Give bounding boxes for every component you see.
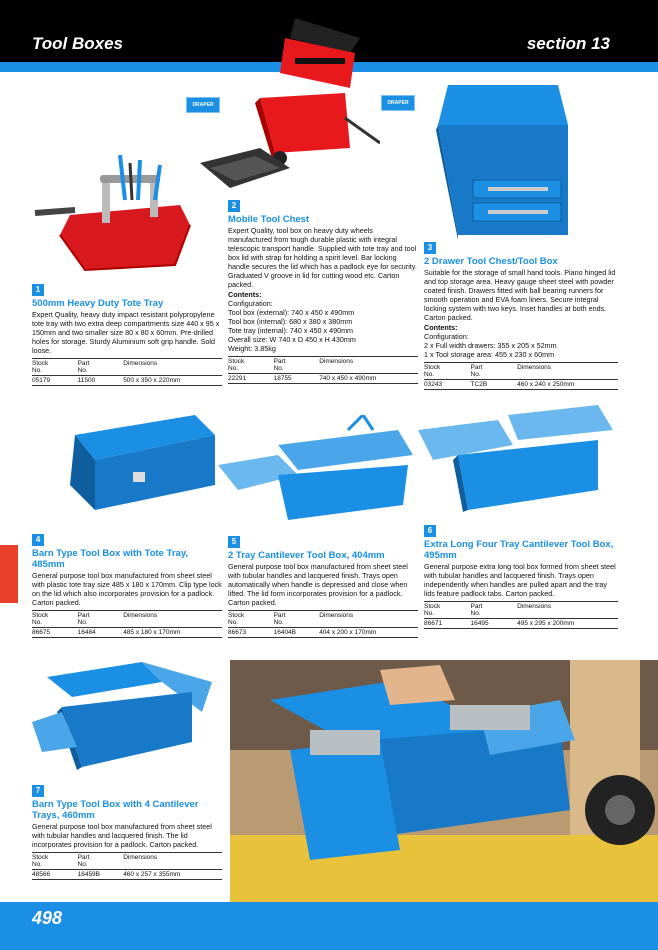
dimensions-header: Dimensions [517,602,618,619]
product-title: 500mm Heavy Duty Tote Tray [32,298,164,309]
part-no: 16404B [274,628,320,638]
table-row [424,380,618,390]
part-header: Part No. [471,363,518,380]
product-number: 6 [424,525,436,537]
part-header: Part No. [78,359,124,376]
contents-line: Tote tray (internal): 740 x 450 x 490mm [228,326,354,335]
product-description: General purpose extra long tool box formed from sheet steel with tubular handles and lacquered finish. Trays open independently when handles are pulled apart and the tray lids feature padlock tabs. Carton packed. [424,562,616,598]
two-tray-cantilever-image [218,415,418,525]
mobile-tool-chest-image [200,18,380,198]
contents-line: Tool box (internal): 680 x 380 x 380mm [228,317,353,326]
contents-line: 2 x Full width drawers: 355 x 205 x 52mm [424,341,557,350]
contents-line: Configuration: [228,299,273,308]
product-title: 2 Tray Cantilever Tool Box, 404mm [228,550,385,561]
spec-table [228,356,418,384]
product-description: General purpose tool box manufactured from sheet steel with plastic tote tray size 485 x 180 x 170mm. Clip type lock on the lid which also incorporates provision for a padlock. Carton packed. [32,571,222,607]
part-header: Part No. [78,611,124,628]
product-title: Mobile Tool Chest [228,214,310,225]
tote-tray-image [30,155,200,275]
dimensions: 740 x 450 x 490mm [319,374,418,384]
stock-header: Stock No. [32,611,78,628]
barn-cantilever-image [32,652,222,777]
dimensions-header: Dimensions [319,611,418,628]
product-3 [424,237,618,390]
dimensions: 460 x 240 x 250mm [517,380,618,390]
part-header: Part No. [274,611,320,628]
stock-header: Stock No. [424,363,471,380]
part-no: 16459B [78,870,124,880]
section-label: section 13 [526,34,610,53]
product-description: Suitable for the storage of small hand tools. Piano hinged lid and top storage area. Heavy gauge sheet steel with powder coated finish. Drawers fitted with ball bearing runners for smooth operation and EVA foam liners. Secure integral locking system with two keys. Inset handles at both ends. Carton packed. [424,268,616,322]
part-no: TC2B [471,380,518,390]
contents-line: 1 x Tool storage area: 455 x 230 x 60mm [424,350,555,359]
contents-label: Contents: [424,323,458,332]
draper-logo-2: DRAPER [381,95,415,111]
dimensions-header: Dimensions [319,357,418,374]
page-number: 498 [32,908,63,928]
stock-no: 48566 [32,870,78,880]
dimensions: 495 x 295 x 200mm [517,619,618,629]
dimensions: 460 x 257 x 355mm [123,870,222,880]
spec-table [32,358,222,386]
product-4 [32,529,222,638]
part-no: 16484 [78,628,124,638]
product-1 [32,279,222,386]
dimensions-header: Dimensions [123,611,222,628]
contents-label: Contents: [228,290,262,299]
product-number: 2 [228,200,240,212]
product-number: 5 [228,536,240,548]
stock-header: Stock No. [424,602,471,619]
table-row [32,628,222,638]
dimensions-header: Dimensions [123,359,222,376]
spec-table [32,610,222,638]
stock-header: Stock No. [228,611,274,628]
stock-no: 22291 [228,374,274,384]
stock-header: Stock No. [32,359,78,376]
stock-header: Stock No. [32,853,78,870]
product-7 [32,780,222,880]
part-header: Part No. [78,853,124,870]
product-2 [228,195,418,384]
product-number: 7 [32,785,44,797]
stock-no: 86675 [32,628,78,638]
part-header: Part No. [471,602,518,619]
table-row [228,374,418,384]
workshop-photo [230,660,658,902]
table-row [424,619,618,629]
contents-line: Tool box (external): 740 x 450 x 490mm [228,308,355,317]
product-5 [228,531,418,638]
dimensions: 500 x 350 x 220mm [123,376,222,386]
dimensions-header: Dimensions [517,363,618,380]
product-description: General purpose tool box manufactured from sheet steel with tubular handles and lacquered finish. The lid incorporates provision for a padlock. Carton packed. [32,822,212,849]
footer-bar [0,902,658,950]
table-row [32,376,222,386]
stock-no: 86673 [228,628,274,638]
contents-line: Weight: 3.85kg [228,344,276,353]
dimensions-header: Dimensions [123,853,222,870]
dimensions: 404 x 200 x 170mm [319,628,418,638]
four-tray-cantilever-image [418,400,618,520]
drawer-tool-chest-image [428,85,578,240]
product-number: 1 [32,284,44,296]
contents-line: Configuration: [424,332,469,341]
product-title: 2 Drawer Tool Chest/Tool Box [424,256,558,267]
stock-no: 05179 [32,376,78,386]
spec-table [32,852,222,880]
product-description: General purpose tool box manufactured from sheet steel with tubular handles and lacquered finish. Trays open automatically when handle is depressed and close when lifted. The lid form incorporates provision for a padlock. Carton packed. [228,562,408,607]
dimensions: 485 x 180 x 170mm [123,628,222,638]
stock-no: 86671 [424,619,471,629]
stock-no: 03243 [424,380,471,390]
product-number: 3 [424,242,436,254]
spec-table [424,601,618,629]
product-title: Extra Long Four Tray Cantilever Tool Box, 495mm [424,539,614,561]
part-no: 11500 [78,376,124,386]
barn-tool-box-image [55,410,225,520]
part-no: 18755 [274,374,320,384]
product-number: 4 [32,534,44,546]
product-title: Barn Type Tool Box with 4 Cantilever Trays, 460mm [32,799,199,821]
side-tab [0,545,18,603]
product-description: Expert Quality, tool box on heavy duty wheels manufactured from tough durable plastic with integral telescopic transport handle. Supplied with tote tray and tool box lid with strap for holding a spirit level. Bar locking handle secures the lid which has a padlock eye for security. Graduated V groove in lid for cutting wood etc. Carton packed. [228,226,417,289]
product-6 [424,520,618,629]
spec-table [228,610,418,638]
part-no: 16495 [471,619,518,629]
table-row [32,870,222,880]
part-header: Part No. [274,357,320,374]
draper-logo-1: DRAPER [186,97,220,113]
product-description: Expert Quality, heavy duty impact resistant polypropylene tote tray with two extra deep compartments size 440 x 95 x 150mm and two smaller size 80 x 80 x 60mm. Pre-drilled holes for storage. Sturdy Aluminium soft grip handle. Sold loose. [32,310,220,355]
page-title: Tool Boxes [32,34,123,53]
spec-table [424,362,618,390]
product-title: Barn Type Tool Box with Tote Tray, 485mm [32,548,189,570]
table-row [228,628,418,638]
contents-line: Overall size: W 740 x D 450 x H 430mm [228,335,356,344]
stock-header: Stock No. [228,357,274,374]
